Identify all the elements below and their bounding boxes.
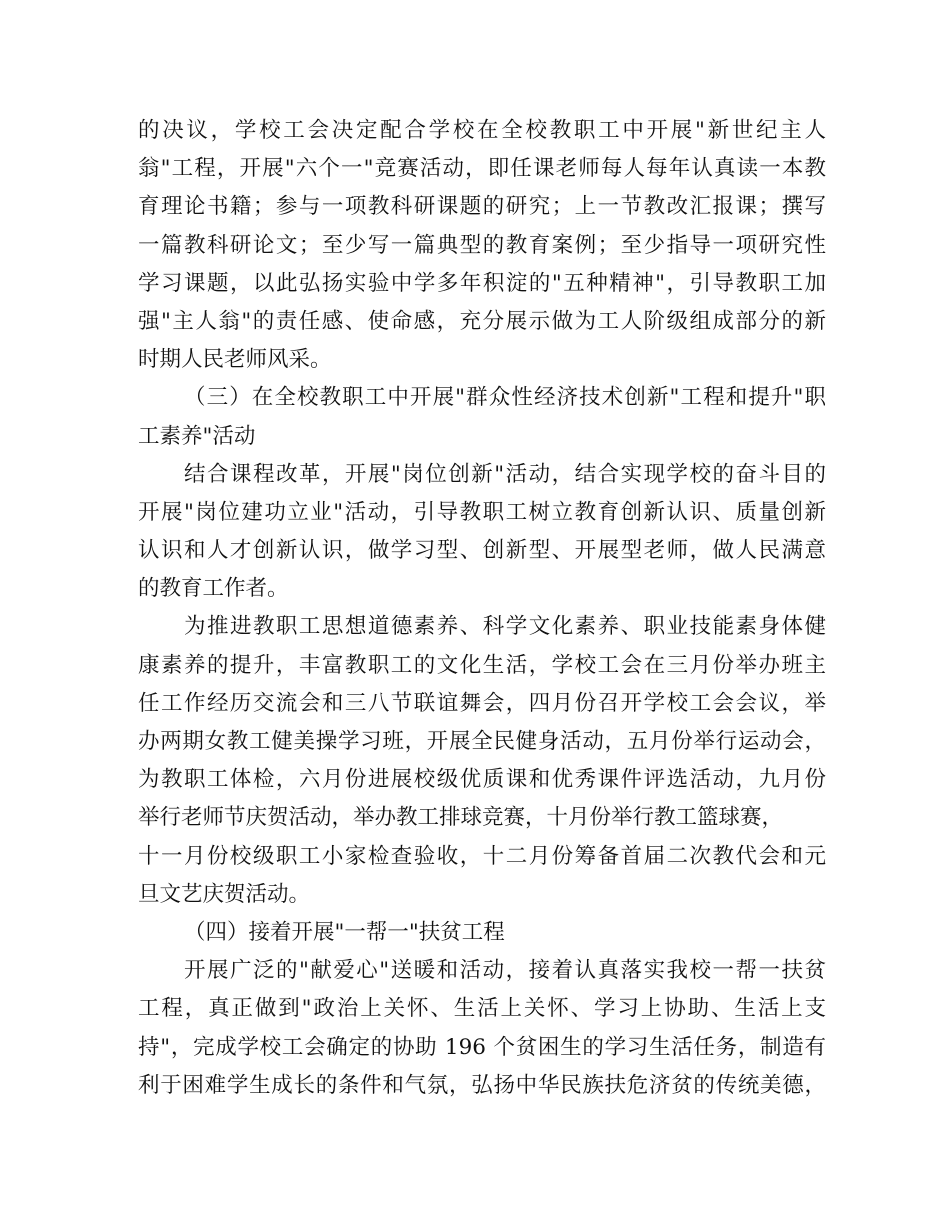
text-line: 办两期女教工健美操学习班，开展全民健身活动，五月份举行运动会， xyxy=(138,729,826,754)
text-line: 认识和人才创新认识，做学习型、创新型、开展型老师，做人民满意 xyxy=(138,538,826,564)
text-line: 一篇教科研论文；至少写一篇典型的教育案例；至少指导一项研究性 xyxy=(138,232,826,258)
text-line: 强"主人翁"的责任感、使命感，充分展示做为工人阶级组成部分的新 xyxy=(138,308,826,334)
text-line: 利于困难学生成长的条件和气氛，弘扬中华民族扶危济贫的传统美德， xyxy=(138,1072,826,1098)
text-line: 的教育工作者。 xyxy=(138,576,289,602)
text-line: 举行老师节庆贺活动，举办教工排球竞赛，十月份举行教工篮球赛， xyxy=(138,805,784,831)
text-line: 结合课程改革，开展"岗位创新"活动，结合实现学校的奋斗目的 xyxy=(184,461,826,487)
text-line: （三）在全校教职工中开展"群众性经济技术创新"工程和提升"职 xyxy=(184,385,826,411)
text-line: 翁"工程，开展"六个一"竞赛活动，即任课老师每人每年认真读一本教 xyxy=(138,156,826,182)
text-line: 康素养的提升，丰富教职工的文化生活，学校工会在三月份举办班主 xyxy=(138,652,826,678)
text-line: 工素养"活动 xyxy=(138,423,256,449)
text-line: 的决议，学校工会决定配合学校在全校教职工中开展"新世纪主人 xyxy=(138,118,826,143)
text-line: 旦文艺庆贺活动。 xyxy=(138,881,311,907)
text-line: 学习课题，以此弘扬实验中学多年积淀的"五种精神"，引导教职工加 xyxy=(138,270,826,296)
text-line: 育理论书籍；参与一项教科研课题的研究；上一节教改汇报课；撰写 xyxy=(138,194,826,220)
text-line: 十一月份校级职工小家检查验收，十二月份筹备首届二次教代会和元 xyxy=(138,843,826,869)
text-line: 任工作经历交流会和三八节联谊舞会，四月份召开学校工会会议，举 xyxy=(138,690,826,716)
text-line: 工程，真正做到"政治上关怀、生活上关怀、学习上协助、生活上支 xyxy=(138,996,826,1022)
text-line: 持"，完成学校工会确定的协助 196 个贫困生的学习生活任务，制造有 xyxy=(138,1034,826,1060)
text-line: 时期人民老师风采。 xyxy=(138,347,332,373)
document-body xyxy=(138,112,826,1105)
text-line: 开展"岗位建功立业"活动，引导教职工树立教育创新认识、质量创新 xyxy=(138,499,826,525)
text-line: 为教职工体检，六月份进展校级优质课和优秀课件评选活动，九月份 xyxy=(138,767,826,793)
text-line: 开展广泛的"献爱心"送暖和活动，接着认真落实我校一帮一扶贫 xyxy=(184,958,826,984)
text-line: （四）接着开展"一帮一"扶贫工程 xyxy=(184,919,505,945)
text-line: 为推进教职工思想道德素养、科学文化素养、职业技能素身体健 xyxy=(184,614,826,640)
